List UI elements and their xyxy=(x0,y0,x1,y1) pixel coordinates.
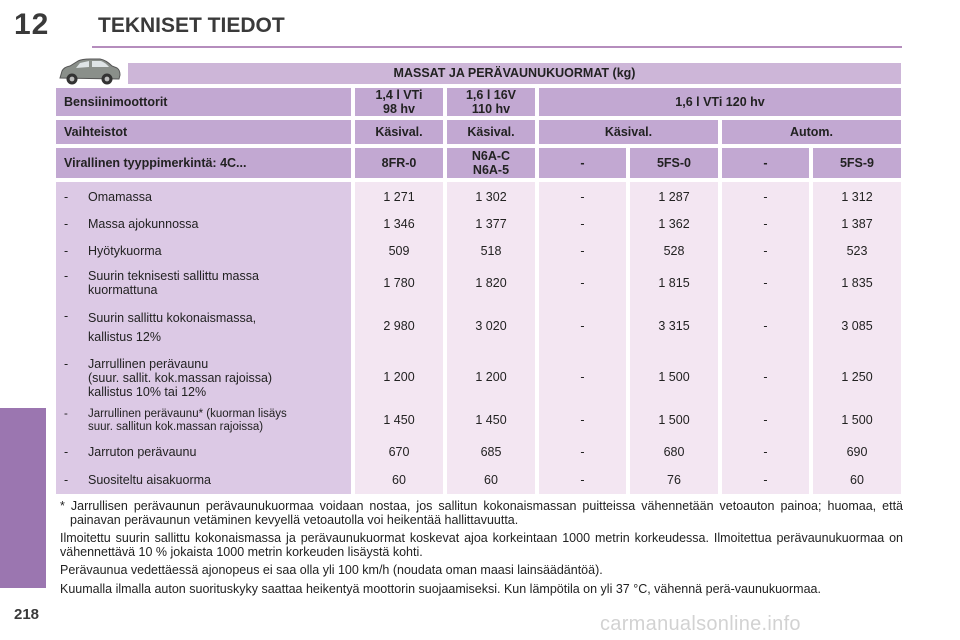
cell-r7-c6: 690 xyxy=(846,445,868,459)
cell-r0-c6: 1 312 xyxy=(841,190,873,204)
type-code-4: 5FS-0 xyxy=(630,148,718,178)
row-label-nose-weight: - Suositeltu aisakuorma xyxy=(64,473,211,487)
cell-r1-c1: 1 346 xyxy=(383,217,415,231)
type-code-1: 8FR-0 xyxy=(355,148,443,178)
engine-2: 1,6 l 16V 110 hv xyxy=(447,88,535,116)
gearbox-1: Käsival. xyxy=(355,120,443,144)
cell-r0-c5: - xyxy=(763,190,768,204)
gearbox-header-label: Vaihteistot xyxy=(56,120,351,144)
engine-1: 1,4 l VTi 98 hv xyxy=(355,88,443,116)
cell-r7-c4: 680 xyxy=(663,445,685,459)
cell-r5-c4: 1 500 xyxy=(658,370,690,384)
cell-r5-c2: 1 200 xyxy=(475,370,507,384)
chapter-number: 12 xyxy=(14,8,50,41)
cell-r6-c3: - xyxy=(580,413,585,427)
engine-header-label: Bensiinimoottorit xyxy=(56,88,351,116)
cell-r8-c6: 60 xyxy=(850,473,864,487)
gearbox-2: Käsival. xyxy=(447,120,535,144)
cell-r3-c2: 1 820 xyxy=(475,276,507,290)
cell-r8-c3: - xyxy=(580,473,585,487)
cell-r2-c2: 518 xyxy=(480,244,502,258)
type-code-3: - xyxy=(539,148,626,178)
cell-r1-c3: - xyxy=(580,217,585,231)
cell-r4-c6: 3 085 xyxy=(841,319,873,333)
cell-r5-c3: - xyxy=(580,370,585,384)
cell-r6-c4: 1 500 xyxy=(658,413,690,427)
cell-r1-c2: 1 377 xyxy=(475,217,507,231)
cell-r6-c2: 1 450 xyxy=(475,413,507,427)
cell-r6-c6: 1 500 xyxy=(841,413,873,427)
cell-r3-c6: 1 835 xyxy=(841,276,873,290)
row-label-unbraked-trailer: - Jarruton perävaunu xyxy=(64,445,197,459)
title-divider xyxy=(92,46,902,48)
cell-r2-c4: 528 xyxy=(663,244,685,258)
note-altitude: Ilmoitettu suurin sallittu kokonaismassa ja perävaunukuormat koskevat ajoa korkeintaan 1000 metrin korkeudessa. Ilmoitettua perävaunukuormaa on vähennettävä 10 % jokaista 1000 metrin korkeuden lisäystä kohti. xyxy=(60,531,903,559)
row-label-gross-train-mass: - Suurin sallittu kokonaismassa, kallistus 12% xyxy=(64,309,257,344)
chapter-side-tab xyxy=(0,408,46,588)
cell-r2-c6: 523 xyxy=(846,244,868,258)
cell-r5-c5: - xyxy=(763,370,768,384)
watermark: carmanualsonline.info xyxy=(600,613,801,635)
note-hot-weather: Kuumalla ilmalla auton suorituskyky saattaa heikentyä moottorin suojaamiseksi. Kun lämpötila on yli 37 °C, vähennä perä-vaunukuormaa. xyxy=(60,581,821,596)
cell-r1-c4: 1 362 xyxy=(658,217,690,231)
table-caption: MASSAT JA PERÄVAUNUKUORMAT (kg) xyxy=(128,63,901,84)
cell-r6-c1: 1 450 xyxy=(383,413,415,427)
row-label-max-laden-mass: - Suurin teknisesti sallittu massa kuormattuna xyxy=(64,269,259,297)
cell-r4-c1: 2 980 xyxy=(383,319,415,333)
cell-r7-c3: - xyxy=(580,445,585,459)
type-code-6: 5FS-9 xyxy=(813,148,901,178)
row-label-payload: - Hyötykuorma xyxy=(64,244,162,258)
cell-r4-c2: 3 020 xyxy=(475,319,507,333)
cell-r0-c3: - xyxy=(580,190,585,204)
type-code-5: - xyxy=(722,148,809,178)
cell-r7-c2: 685 xyxy=(480,445,502,459)
cell-r1-c6: 1 387 xyxy=(841,217,873,231)
cell-r1-c5: - xyxy=(763,217,768,231)
notes-section xyxy=(60,500,903,601)
page-title: TEKNISET TIEDOT xyxy=(98,14,285,37)
cell-r8-c2: 60 xyxy=(484,473,498,487)
cell-r0-c4: 1 287 xyxy=(658,190,690,204)
cell-r3-c4: 1 815 xyxy=(658,276,690,290)
cell-r4-c5: - xyxy=(763,319,768,333)
gearbox-4: Autom. xyxy=(722,120,901,144)
cell-r3-c5: - xyxy=(763,276,768,290)
cell-r8-c1: 60 xyxy=(392,473,406,487)
cell-r8-c5: - xyxy=(763,473,768,487)
cell-r3-c1: 1 780 xyxy=(383,276,415,290)
cell-r6-c5: - xyxy=(763,413,768,427)
cell-r5-c6: 1 250 xyxy=(841,370,873,384)
type-code-2: N6A-C N6A-5 xyxy=(447,148,535,178)
cell-r2-c1: 509 xyxy=(388,244,410,258)
row-label-braked-trailer-increased: - Jarrullinen perävaunu* (kuorman lisäys suur. sallitun kok.massan rajoissa) xyxy=(64,408,287,433)
car-icon xyxy=(56,56,122,86)
type-header-label: Virallinen tyyppimerkintä: 4C... xyxy=(56,148,351,178)
cell-r4-c4: 3 315 xyxy=(658,319,690,333)
page-number: 218 xyxy=(14,606,40,623)
engine-3: 1,6 l VTi 120 hv xyxy=(539,88,901,116)
cell-r5-c1: 1 200 xyxy=(383,370,415,384)
note-speed-limit: Perävaunua vedettäessä ajonopeus ei saa olla yli 100 km/h (noudata oman maasi lainsäädäntöä). xyxy=(60,563,603,577)
cell-r8-c4: 76 xyxy=(667,473,681,487)
cell-r3-c3: - xyxy=(580,276,585,290)
row-label-braked-trailer: - Jarrullinen perävaunu (suur. sallit. kok.massan rajoissa) kallistus 10% tai 12% xyxy=(64,357,273,399)
row-label-running-order-mass: - Massa ajokunnossa xyxy=(64,217,199,231)
row-label-curb-mass: - Omamassa xyxy=(64,190,152,204)
cell-r7-c1: 670 xyxy=(388,445,410,459)
gearbox-3: Käsival. xyxy=(539,120,718,144)
cell-r7-c5: - xyxy=(763,445,768,459)
cell-r2-c3: - xyxy=(580,244,585,258)
cell-r0-c2: 1 302 xyxy=(475,190,507,204)
footnote-braked-trailer: * Jarrullisen perävaunun perävaunukuormaa voidaan nostaa, jos sallitun kokonaismassan puitteissa vähennetään vetoauton painoa; huomaa, että painavan perävaunun vetäminen kevyellä vetoautolla voi heikentää hallittavuutta. xyxy=(60,499,903,527)
cell-r2-c5: - xyxy=(763,244,768,258)
cell-r0-c1: 1 271 xyxy=(383,190,415,204)
cell-r4-c3: - xyxy=(580,319,585,333)
